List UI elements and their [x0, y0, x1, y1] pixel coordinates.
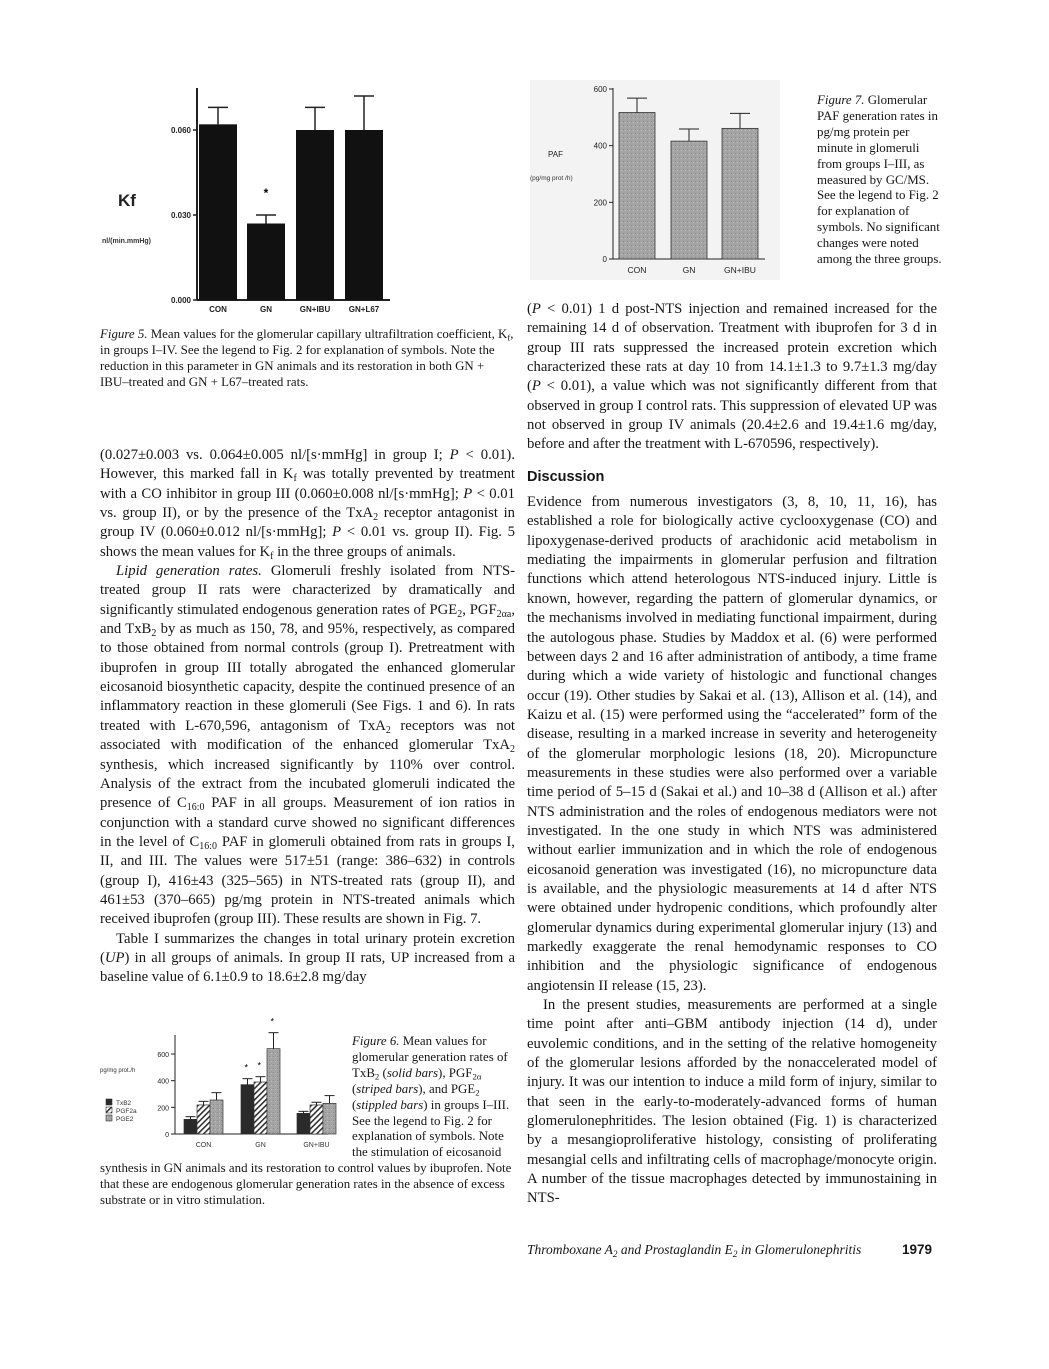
- x-category-label: CON: [627, 265, 647, 275]
- running-title: Thromboxane $A_2$ and Prostaglandin $E_2$ in Glomerulonephritis: [527, 1242, 862, 1259]
- y-tick-label: 400: [593, 141, 607, 151]
- legend-label: PGE2: [116, 1116, 134, 1123]
- bar-gn-l67: [345, 130, 383, 300]
- italic-text: solid bars: [386, 1065, 439, 1080]
- significance-marker: *: [257, 1060, 262, 1071]
- figure-7-caption: Figure 7. Glomerular PAF generation rates in pg/mg protein per minute in glomeruli from groups I–III, as measured by GC/MS. See the legend to Fig. 2 for explanation of symbols. No significant changes were noted among the three groups.: [817, 93, 942, 267]
- x-category-label: GN+IBU: [299, 305, 331, 314]
- italic-text: P: [332, 524, 342, 541]
- bar-pgf2a-con: [197, 1105, 210, 1134]
- legend-label: PGF2a: [116, 1108, 137, 1115]
- y-tick-label: 0.030: [170, 211, 191, 220]
- x-category-label: CON: [195, 1142, 212, 1149]
- y-axis-unit-label: (pg/mg prot /h): [530, 175, 573, 182]
- figure-7-chart: [530, 80, 780, 280]
- italic-text: P: [531, 378, 541, 395]
- y-tick-label: 400: [157, 1078, 169, 1086]
- italic-text: P: [531, 301, 541, 317]
- y-axis-title: PAF: [548, 150, 563, 159]
- paragraph-discussion-2: In the present studies, measurements are performed at a single time point after anti–GBM antibody injection (14 d), under euvolemic conditions, and in the setting of the relative homogeneity of the glomerular lesions afforded by the nonaccelerated model of injury. It was our intention to induce a mild form of injury, similar to that seen in the early-to-moderately-advanced forms of human glomerulonephritides. The lesion obtained (Fig. 1) is characterized by a mesangioproliferative histology, consisting of proliferating mesangial cells and infiltrating cells of macrophage/monocyte origin. A number of the tissue macrophages detected by immunostaining in NTS-: [527, 997, 937, 1207]
- bar-txb2-gn: [241, 1085, 254, 1134]
- significance-marker: *: [263, 186, 269, 200]
- y-axis-title: Kf: [118, 191, 136, 210]
- bar-gn-ibu: [296, 130, 334, 300]
- subscript: f: [507, 332, 511, 343]
- subscript: 16:0: [199, 840, 218, 852]
- y-tick-label: 0.000: [170, 296, 191, 305]
- legend-label: TxB2: [116, 1100, 132, 1107]
- bar-pgf2a-gn-ibu: [310, 1105, 323, 1134]
- figure-5-caption: Figure 5. Mean values for the glomerular capillary ultrafiltration coefficient, $K_f$, in groups I–IV. See the legend to Fig. 2 for explanation of symbols. Note the reduction in this parameter in GN animals and its restoration in both GN + IBU–treated and GN + L67–treated rats.: [100, 327, 514, 389]
- y-tick-label: 0: [165, 1132, 169, 1139]
- bar-con: [199, 124, 237, 300]
- legend-swatch-txb2: [106, 1099, 112, 1105]
- subscript: 2: [373, 512, 379, 524]
- subscript: 2: [374, 1071, 380, 1082]
- x-category-label: GN: [682, 265, 696, 275]
- bar-pge2-gn-ibu: [323, 1103, 336, 1134]
- italic-text: P: [449, 447, 459, 463]
- subscript: 2αa: [496, 608, 512, 620]
- x-category-label: GN+IBU: [303, 1142, 330, 1149]
- italic-text: Figure 7.: [817, 93, 865, 107]
- y-axis-unit-label: pg/mg prot./h: [100, 1068, 136, 1074]
- y-tick-label: 600: [157, 1052, 169, 1059]
- left-column-text: [100, 446, 515, 988]
- subscript: f: [270, 550, 274, 562]
- italic-text: Lipid generation rates.: [116, 563, 262, 580]
- bar-pge2-con: [210, 1100, 223, 1134]
- subscript: 2: [385, 724, 391, 736]
- page-number: 1979: [902, 1242, 933, 1257]
- paragraph-urinary-protein: Table I summarizes the changes in total urinary protein excretion (UP) in all groups of animals. In group II rats, UP increased from a baseline value of 6.1±0.9 to 18.6±2.8 mg/day: [100, 930, 515, 986]
- subscript: f: [293, 473, 297, 485]
- bar-txb2-con: [184, 1119, 197, 1134]
- subscript: 2: [475, 1087, 480, 1098]
- y-tick-label: 0.060: [170, 126, 191, 135]
- italic-text: Figure 5.: [100, 327, 148, 341]
- legend-swatch-pge2: [106, 1115, 112, 1121]
- y-axis-unit-label: nl/(min.mmHg): [102, 238, 151, 245]
- bar-pge2-gn: [267, 1049, 280, 1134]
- legend-swatch-pgf2a: [106, 1107, 112, 1113]
- x-category-label: CON: [209, 305, 227, 314]
- italic-text: UP: [104, 949, 125, 966]
- paragraph-kf-results: (0.027±0.003 vs. 0.064±0.005 nl/[s·mmHg] in group I; P < 0.01). However, this marked fall in $K_f$ was totally prevented by treatment with a CO inhibitor in group III (0.060±0.008 nl/[s·mmHg]; P < 0.01 vs. group II), or by the presence of the TxA$_2$ receptor antagonist in group IV (0.060±0.012 nl/[s·mmHg]; P < 0.01 vs. group II). Fig. 5 shows the mean values for $K_f$ in the three groups of animals.: [100, 447, 515, 562]
- figure-6-chart: [100, 1016, 352, 1159]
- x-category-label: GN+L67: [348, 305, 380, 314]
- paragraph-discussion-1: Evidence from numerous investigators (3, 8, 10, 11, 16), has established a role for biologically active cyclooxygenase (CO) and lipoxygenase-derived products of arachidonic acid metabolism in mediating the impairments in glomerular perfusion and filtration functions which attend heterologous NTS-induced injury. Little is known, however, regarding the pattern of glomerular dynamics, or the mechanisms involved in mediating functional impairment, during the autologous phase. Studies by Maddox et al. (6) were performed between days 2 and 16 after administration of antibody, a time frame during which a wide variety of histologic and functional changes occur (19). Other studies by Sakai et al. (13), Allison et al. (14), and Kaizu et al. (15) were performed using the “accelerated” form of the disease, resulting in a marked increase in severity and heterogeneity of the glomerular morphologic lesions (18, 20). Micropuncture measurements in these studies were also performed over a variable time period of 5–15 d (Sakai et al.) and 10–38 d (Allison et al.) after NTS administration and the roles of endogenous mediators were not investigated. In the one study in which NTS was administered without earlier immunization and in which the role of endogenous eicosanoid generation was investigated (16), no micropuncture data is available, and the physiologic measurements at 14 d after NTS were obtained under hydropenic conditions, which profoundly alter glomerular dynamics during experimental glomerular injury (13) and markedly exaggerate the renal hemodynamic responses to CO inhibition and the physiologic significance of endogenous angiotensin II release (15, 23).: [527, 494, 937, 994]
- italic-text: P: [463, 485, 473, 502]
- bar-pgf2a-gn: [254, 1082, 267, 1134]
- bar-gn: [247, 224, 285, 301]
- subscript: 2α: [472, 1071, 482, 1082]
- y-tick-label: 0: [602, 255, 607, 264]
- italic-text: striped bars: [356, 1081, 419, 1096]
- paragraph-protein-continued: (P < 0.01) 1 d post-NTS injection and remained increased for the remaining 14 d of observation. Treatment with ibuprofen for 3 d in group III rats suppressed the increased protein excretion which characterized these rats at day 10 from 14.1±1.3 to 9.7±1.3 mg/day (P < 0.01), a value which was not significantly different from that observed in group I control rats. This suppression of elevated UP was not observed in group IV animals (20.4±2.6 and 19.4±1.6 mg/day, before and after the treatment with L-670596, respectively).: [527, 301, 937, 453]
- bar-txb2-gn-ibu: [297, 1113, 310, 1134]
- italic-text: stippled bars: [356, 1097, 424, 1112]
- significance-marker: *: [244, 1062, 249, 1073]
- bar-gn: [671, 141, 707, 259]
- figure-5-chart: [100, 80, 400, 320]
- discussion-heading: Discussion: [527, 468, 605, 485]
- subscript: 2: [732, 1248, 738, 1259]
- figure-6-caption: Figure 6. Mean values for glomerular generation rates of TxB$_2$ (solid bars), $PGF_{2\alpha}$ (striped bars), and $PGE_2$ (stippled bars) in groups I–III. See the legend to Fig. 2 for explanation of symbols. Note the stimulation of eicosanoid synthesis in GN animals and its restoration to control values by ibuprofen. Note that these are endogenous glomerular generation rates in the absence of excess substrate or in vitro stimulation.: [100, 1034, 512, 1208]
- subscript: 2: [612, 1248, 618, 1259]
- paragraph-lipid-generation: Lipid generation rates. Glomeruli freshly isolated from NTS-treated group II rats were characterized by dramatically and significantly stimulated endogenous generation rates of $PGE_2$, $PGF_{2\alpha a}$, and TxB$_2$ by as much as 150, 78, and 95%, respectively, as compared to those obtained from normal controls (group I). Pretreatment with ibuprofen in group III totally abrogated the enhanced glomerular eicosanoid biosynthetic capacity, despite the continued presence of an inflammatory reaction in these glomeruli (See Figs. 1 and 6). In rats treated with L-670,596, antagonism of TxA$_2$ receptors was not associated with modification of the enhanced glomerular TxA$_2$ synthesis, which increased significantly by 110% over control. Analysis of the extract from the incubated glomeruli indicated the presence of $C_{16:0}$ PAF in all groups. Measurement of ion ratios in conjunction with a standard curve showed no significant differences in the level of $C_{16:0}$ PAF in glomeruli obtained from rats in groups I, II, and III. The values were 517±51 (range: 386–632) in controls (group I), 416±43 (325–565) in NTS-treated rats (group II), and 461±53 (370–665) pg/mg protein in NTS-treated animals which received ibuprofen (group III). These results are shown in Fig. 7.: [100, 563, 515, 928]
- x-category-label: GN: [260, 305, 272, 314]
- x-category-label: GN+IBU: [724, 265, 756, 275]
- subscript: 2: [457, 608, 463, 620]
- x-category-label: GN: [255, 1142, 266, 1149]
- italic-text: Figure 6.: [352, 1034, 400, 1048]
- subscript: 16:0: [186, 802, 205, 814]
- y-tick-label: 600: [593, 85, 607, 94]
- subscript: 2: [151, 628, 157, 640]
- bar-con: [619, 113, 655, 259]
- figure-6: [100, 1016, 515, 1209]
- significance-marker: *: [270, 1016, 275, 1027]
- y-tick-label: 200: [593, 198, 607, 208]
- subscript: 2: [510, 744, 515, 756]
- right-column-text: [527, 300, 937, 1209]
- bar-gn-ibu: [722, 128, 758, 259]
- y-tick-label: 200: [157, 1105, 169, 1113]
